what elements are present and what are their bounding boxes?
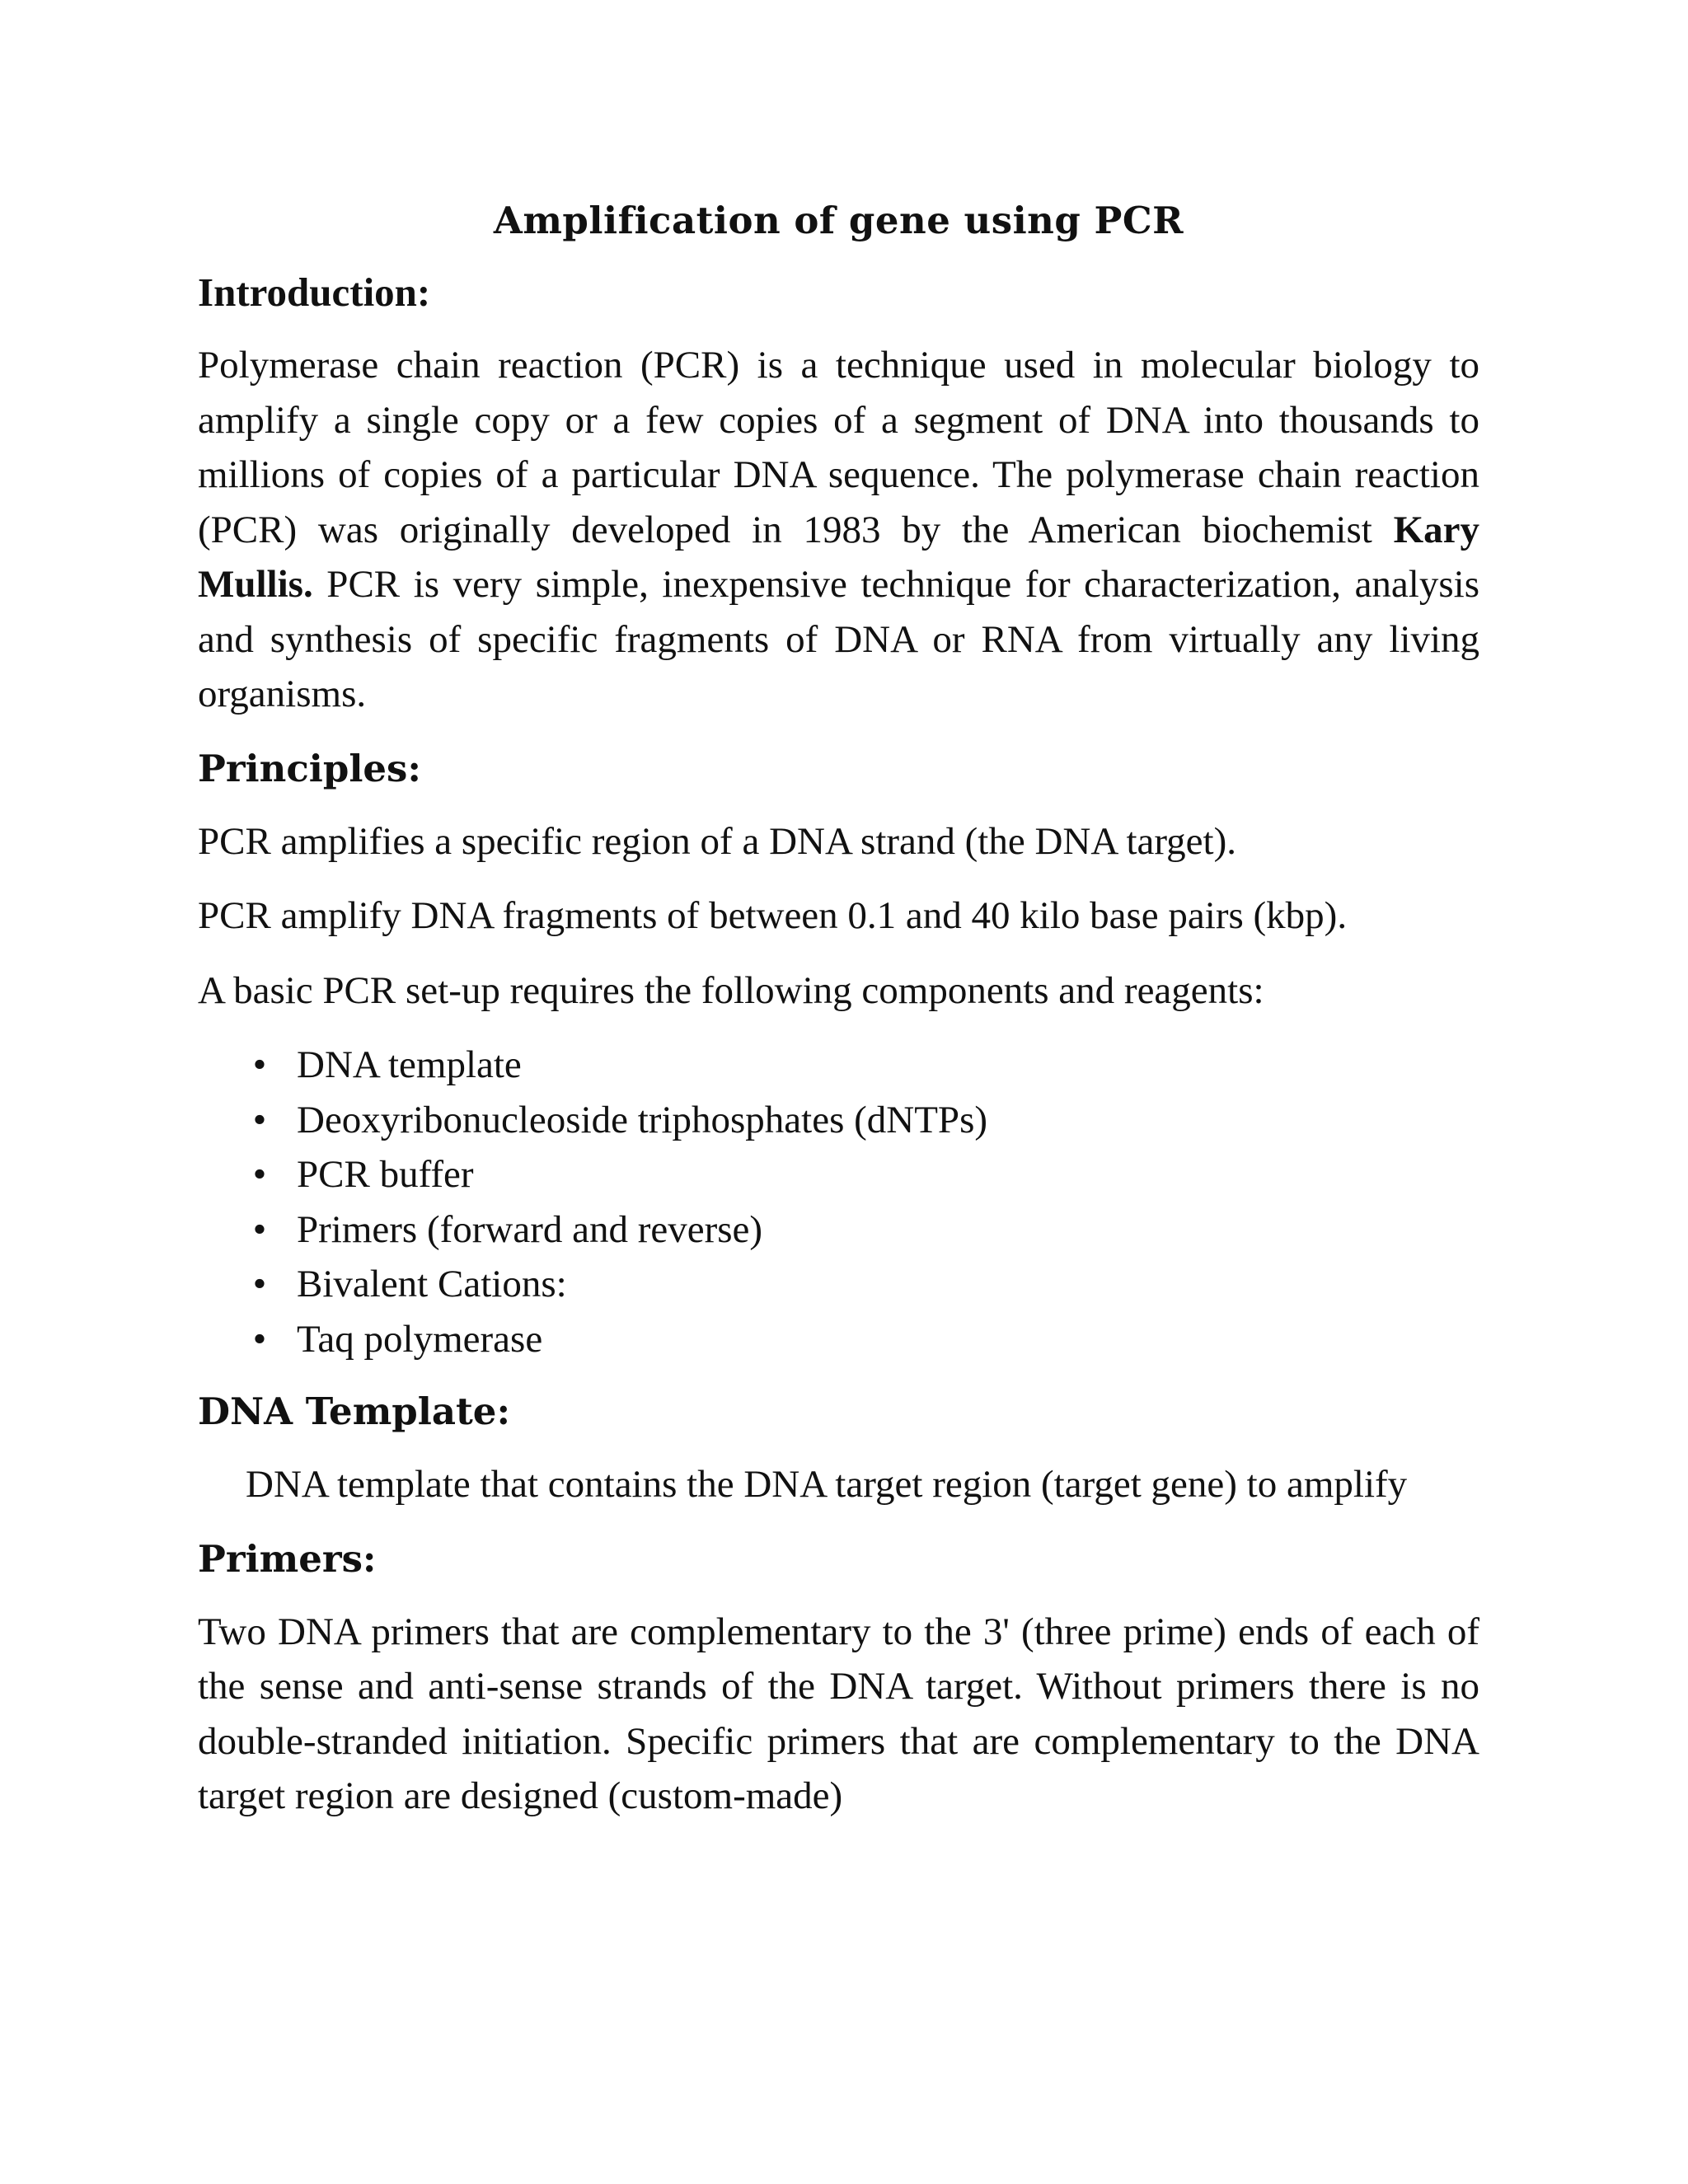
list-item-label: PCR buffer [297,1153,474,1196]
principles-line-1: PCR amplifies a specific region of a DNA strand (the DNA target). [198,819,1237,863]
list-item [198,1202,1479,1258]
inventor-name: Kary Mullis. [198,508,1479,606]
primers-heading: Primers: [198,1536,377,1581]
introduction-text-start: Polymerase chain reaction (PCR) is a technique used in molecular biology to amplify a single copy or a few copies of a segment of DNA into thousands to millions of copies of a particular DNA sequence. The polymerase chain reaction (PCR) was originally developed in 1983 by the American biochemist [198,344,1479,551]
bullet-icon: • [252,1098,267,1141]
introduction-paragraph [198,338,1479,722]
bullet-icon: • [252,1207,267,1251]
document-body [198,193,1479,1844]
principles-heading: Principles: [198,746,421,790]
primers-paragraph: Two DNA primers that are complementary to the 3' (three prime) ends of each of the sense and anti-sense strands of the DNA target. Without primers there is no double-stranded initiation. Specific primers that are complementary to the DNA target region are designed (custom-made) [198,1610,1479,1817]
bullet-icon: • [252,1263,267,1305]
list-item-label: Primers (forward and reverse) [297,1207,763,1251]
list-item [198,1312,1479,1367]
bullet-icon: • [252,1153,267,1196]
list-item [198,1147,1479,1202]
dna-template-heading: DNA Template: [198,1390,511,1433]
list-item-label: DNA template [297,1043,522,1086]
list-item-label: Deoxyribonucleoside triphosphates (dNTPs) [297,1098,988,1141]
introduction-text-end: PCR is very simple, inexpensive technique for characterization, analysis and synthesis of specific fragments of DNA or RNA from virtually any living organisms. [198,563,1479,715]
components-list [198,1038,1479,1366]
dna-template-paragraph: DNA template that contains the DNA target region (target gene) to amplify [246,1463,1408,1506]
document-title: Amplification of gene using PCR [493,199,1184,242]
list-item [198,1038,1479,1093]
list-item [198,1093,1479,1148]
principles-line-3: A basic PCR set-up requires the following components and reagents: [198,968,1264,1012]
list-item-label: Bivalent Cations: [297,1263,567,1305]
list-item-label: Taq polymerase [297,1317,543,1361]
principles-line-2: PCR amplify DNA fragments of between 0.1 and 40 kilo base pairs (kbp). [198,894,1348,937]
bullet-icon: • [252,1317,267,1361]
list-item [198,1257,1479,1312]
bullet-icon: • [252,1043,267,1086]
introduction-heading: Introduction: [198,269,431,315]
